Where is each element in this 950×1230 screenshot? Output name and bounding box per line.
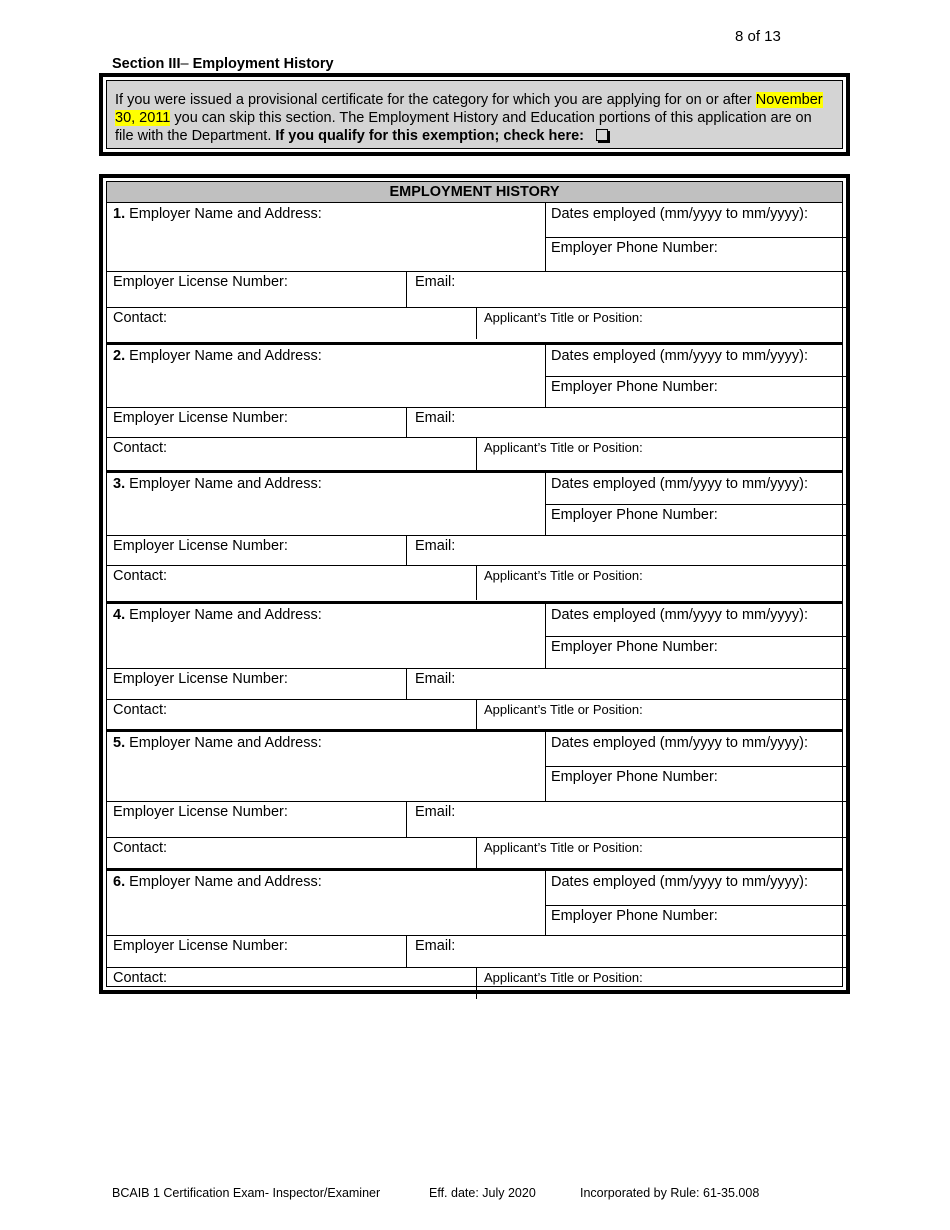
employer-email-field[interactable]: Email: <box>415 538 456 554</box>
employer-license-field[interactable]: Employer License Number: <box>113 671 288 687</box>
contact-field[interactable]: Contact: <box>113 840 167 856</box>
employer-entry <box>107 729 842 869</box>
contact-field[interactable]: Contact: <box>113 702 167 718</box>
employer-phone-field[interactable]: Employer Phone Number: <box>551 908 718 924</box>
employer-email-field[interactable]: Email: <box>415 938 456 954</box>
applicant-title-field[interactable]: Applicant’s Title or Position: <box>484 840 643 855</box>
footer-exam: BCAIB 1 Certification Exam- Inspector/Examiner <box>112 1186 381 1200</box>
contact-field[interactable]: Contact: <box>113 440 167 456</box>
highlighted-date: November 30, 2011 <box>115 92 823 126</box>
applicant-title-field[interactable]: Applicant’s Title or Position: <box>484 702 643 717</box>
dates-employed-field[interactable]: Dates employed (mm/yyyy to mm/yyyy): <box>551 348 809 364</box>
applicant-title-field[interactable]: Applicant’s Title or Position: <box>484 568 643 583</box>
employer-email-field[interactable]: Email: <box>415 804 456 820</box>
employer-entry <box>107 601 842 731</box>
table-header: EMPLOYMENT HISTORY <box>107 182 842 203</box>
employer-name-address-field[interactable]: 3. Employer Name and Address: <box>113 476 322 492</box>
footer-rule: Incorporated by Rule: 61-35.008 <box>580 1186 760 1200</box>
dates-employed-field[interactable]: Dates employed (mm/yyyy to mm/yyyy): <box>551 607 809 623</box>
exemption-notice <box>99 73 850 156</box>
contact-field[interactable]: Contact: <box>113 970 167 986</box>
applicant-title-field[interactable]: Applicant’s Title or Position: <box>484 310 643 325</box>
employer-name-address-field[interactable]: 1. Employer Name and Address: <box>113 206 322 222</box>
dates-employed-field[interactable]: Dates employed (mm/yyyy to mm/yyyy): <box>551 206 809 222</box>
employer-phone-field[interactable]: Employer Phone Number: <box>551 240 718 256</box>
employer-name-address-field[interactable]: 6. Employer Name and Address: <box>113 874 322 890</box>
employer-license-field[interactable]: Employer License Number: <box>113 804 288 820</box>
employer-email-field[interactable]: Email: <box>415 671 456 687</box>
employer-license-field[interactable]: Employer License Number: <box>113 538 288 554</box>
employer-phone-field[interactable]: Employer Phone Number: <box>551 379 718 395</box>
applicant-title-field[interactable]: Applicant’s Title or Position: <box>484 970 643 985</box>
employer-email-field[interactable]: Email: <box>415 410 456 426</box>
employer-license-field[interactable]: Employer License Number: <box>113 274 288 290</box>
page-number: 8 of 13 <box>735 28 781 45</box>
dates-employed-field[interactable]: Dates employed (mm/yyyy to mm/yyyy): <box>551 735 809 751</box>
dates-employed-field[interactable]: Dates employed (mm/yyyy to mm/yyyy): <box>551 874 809 890</box>
employer-email-field[interactable]: Email: <box>415 274 456 290</box>
employer-entry <box>107 342 842 471</box>
section-title: Section III– Employment History <box>112 56 334 72</box>
contact-field[interactable]: Contact: <box>113 310 167 326</box>
employer-phone-field[interactable]: Employer Phone Number: <box>551 769 718 785</box>
employer-license-field[interactable]: Employer License Number: <box>113 410 288 426</box>
employer-phone-field[interactable]: Employer Phone Number: <box>551 639 718 655</box>
exemption-notice-text: If you were issued a provisional certificate for the category for which you are applying for on or after November 30, 2011 you can skip this section. The Employment History and Education portions of this application are on file with the Department. If you qualify for this exemption; check here: <box>106 80 843 149</box>
employment-history-table <box>99 174 850 994</box>
dates-employed-field[interactable]: Dates employed (mm/yyyy to mm/yyyy): <box>551 476 809 492</box>
footer-eff-date: Eff. date: July 2020 <box>429 1186 536 1200</box>
employer-entry <box>107 868 842 999</box>
employer-name-address-field[interactable]: 2. Employer Name and Address: <box>113 348 322 364</box>
applicant-title-field[interactable]: Applicant’s Title or Position: <box>484 440 643 455</box>
employer-name-address-field[interactable]: 5. Employer Name and Address: <box>113 735 322 751</box>
exemption-checkbox[interactable] <box>596 129 608 141</box>
employer-entry <box>107 203 842 339</box>
contact-field[interactable]: Contact: <box>113 568 167 584</box>
employer-license-field[interactable]: Employer License Number: <box>113 938 288 954</box>
employer-phone-field[interactable]: Employer Phone Number: <box>551 507 718 523</box>
employer-entry <box>107 470 842 600</box>
employer-name-address-field[interactable]: 4. Employer Name and Address: <box>113 607 322 623</box>
